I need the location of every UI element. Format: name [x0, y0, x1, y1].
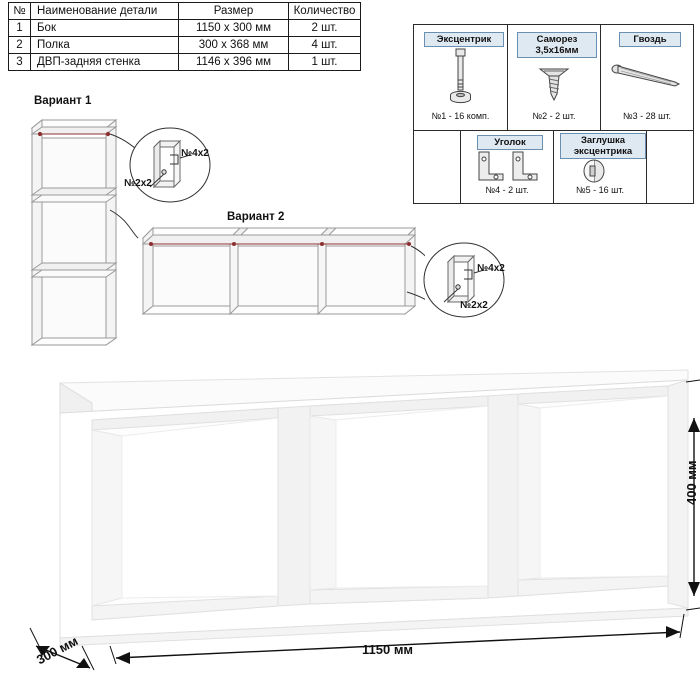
corner-bracket-icon — [461, 149, 553, 183]
hardware-label: №2 - 2 шт. — [532, 111, 576, 121]
table-header-row — [9, 3, 361, 20]
cell-name: Бок — [31, 20, 179, 37]
hardware-title-line1: Саморез — [536, 34, 578, 45]
cell-qty: 4 шт. — [289, 37, 361, 54]
variant-1-title: Вариант 1 — [34, 95, 92, 107]
table-row — [9, 20, 361, 37]
hardware-item-cap — [554, 131, 646, 203]
hardware-label: №5 - 16 шт. — [575, 185, 624, 195]
cell-size: 300 х 368 мм — [179, 37, 289, 54]
parts-table — [8, 2, 361, 71]
cell-num: 1 — [9, 20, 31, 37]
variant-2-callout-label-top: №4х2 — [477, 263, 505, 274]
table-header-cell: Наименование детали — [31, 3, 179, 20]
hardware-label: №3 - 28 шт. — [622, 111, 671, 121]
hardware-label: №1 - 16 комп. — [431, 111, 490, 121]
hardware-title-line2: 3,5х16мм — [535, 45, 579, 56]
cell-name: Полка — [31, 37, 179, 54]
variant-2-title: Вариант 2 — [227, 211, 285, 223]
nail-icon — [601, 55, 693, 105]
dimension-height-label: 400 мм — [684, 460, 699, 505]
cell-num: 2 — [9, 37, 31, 54]
product-3d-view — [20, 358, 700, 678]
hardware-title: Уголок — [477, 135, 543, 150]
hardware-title — [560, 133, 646, 159]
screw-icon — [508, 59, 600, 105]
hardware-item-screw — [508, 25, 600, 130]
table-header-cell: Количество — [289, 3, 361, 20]
table-row — [9, 37, 361, 54]
hardware-item-corner-bracket — [461, 131, 553, 203]
cell-qty: 2 шт. — [289, 20, 361, 37]
hardware-title — [517, 32, 597, 58]
hardware-title: Эксцентрик — [424, 32, 504, 47]
variant-1-callout-label-bottom: №2х2 — [124, 178, 152, 189]
cell-num: 3 — [9, 54, 31, 71]
cell-size: 1150 х 300 мм — [179, 20, 289, 37]
dimension-width-label: 1150 мм — [362, 642, 414, 657]
hardware-title-line1: Заглушка — [580, 135, 626, 146]
hardware-title-line2: эксцентрика — [573, 146, 633, 157]
variant-1-callout-label-top: №4х2 — [181, 148, 209, 159]
table-row — [9, 54, 361, 71]
hardware-legend-panel — [413, 24, 694, 204]
cell-qty: 1 шт. — [289, 54, 361, 71]
cell-size: 1146 х 396 мм — [179, 54, 289, 71]
cam-lock-icon — [414, 47, 507, 105]
dimension-depth-label: 300 мм — [34, 633, 81, 668]
hardware-label: №4 - 2 шт. — [485, 185, 529, 195]
hardware-item-cam-lock — [414, 25, 507, 130]
divider — [646, 130, 647, 203]
table-header-cell: № — [9, 3, 31, 20]
cap-icon — [554, 157, 646, 185]
variant-2-drawing — [135, 222, 425, 332]
cell-name: ДВП-задняя стенка — [31, 54, 179, 71]
variant-2-callout-label-bottom: №2х2 — [460, 300, 488, 311]
table-header-cell: Размер — [179, 3, 289, 20]
hardware-item-nail — [601, 25, 693, 130]
variant-1-callout — [128, 125, 220, 205]
hardware-title: Гвоздь — [619, 32, 681, 47]
